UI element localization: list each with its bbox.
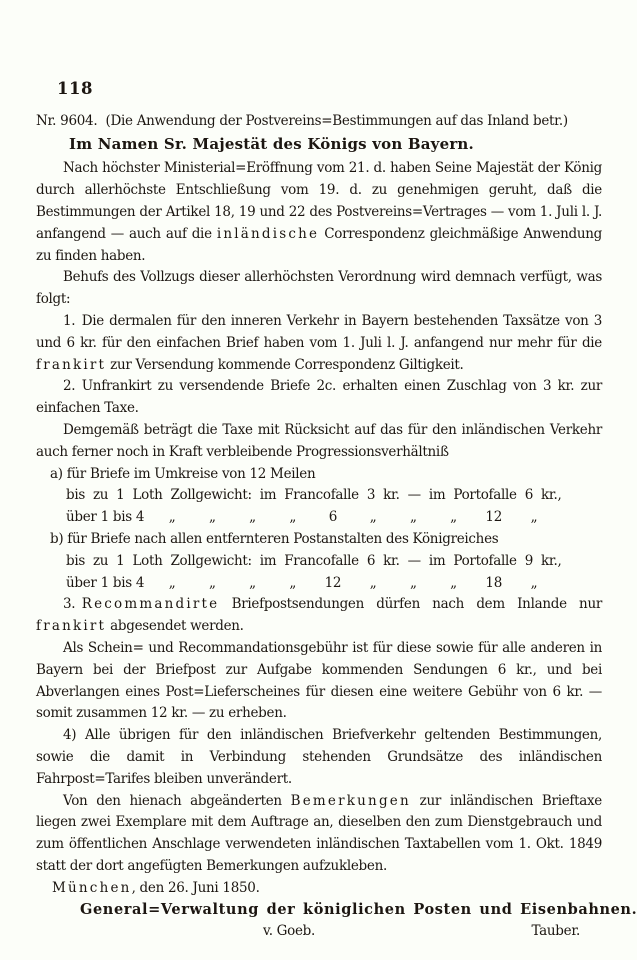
text-run: Briefpostsendungen dürfen nach dem Inlande nur	[219, 596, 602, 613]
ditto-cell: „	[208, 509, 216, 526]
text-run: Correspondenz gleichmäßige Anwendung zu finden haben.	[36, 225, 602, 264]
tariff-b-row1: bis zu 1 Loth Zollgewicht: im Francofalle 6 kr. — im Portofalle 9 kr.,	[66, 552, 562, 569]
tariff-a-row2	[36, 507, 602, 529]
dateline	[36, 878, 602, 900]
signature-goeb: v. Goeb.	[262, 923, 316, 940]
decree-number: Nr. 9604.	[36, 112, 98, 129]
dateline-place: München	[52, 879, 132, 896]
text-run: abgesendet werden.	[106, 618, 244, 635]
ditto-cell: „	[450, 574, 457, 591]
paragraph-als-schein: Als Schein= und Recommandationsgebühr ist für diese sowie für alle anderen in Bayern bei der Briefpost zur Aufgabe kommenden Sendungen 6 kr., und bei Abverlangen eines Post=Lieferscheines für diesen eine weitere Gebühr von 6 kr. — somit zusammen 12 kr. — zu erheben.	[36, 639, 602, 722]
tariff-value-cell: 12	[485, 509, 503, 526]
tariff-value-cell: 12	[324, 574, 342, 591]
text-run: 1. Die dermalen für den inneren Verkehr in Bayern bestehenden Taxsätze von 3 und 6 kr. für den einfachen Brief haben vom 1. Juli l. J. anfangend nur mehr für die	[36, 312, 602, 351]
ditto-cell: „	[369, 509, 377, 526]
tariff-value-cell: 6	[328, 509, 338, 526]
text-run: zur inländischen Brieftaxe liegen zwei Exemplare mit dem Auftrage an, dieselben den zum Dienstgebrauch und zum öffentlichen Anschlage verwendeten inländischen Taxtabellen vom 1. Okt. 1849 statt der dort angefügten Bemerkungen aufzukleben.	[36, 792, 602, 874]
text-run: Nach höchster Ministerial=Eröffnung vom 21. d. haben Seine Majestät der König durch allerhöchste Entschließung vom 19. d. zu genehmigen geruht, daß die Bestimmungen der Artikel 18, 19 und 22 des Postvereins=Vertrages — vom 1. Juli l. J. anfangend — auch auf die	[36, 160, 602, 242]
item-2: 2. Unfrankirt zu versendende Briefe 2c. erhalten einen Zuschlag von 3 kr. zur einfachen Taxe.	[36, 378, 602, 417]
tariff-ditto-cells	[152, 507, 554, 529]
tariff-row-label: über 1 bis 4	[66, 574, 145, 591]
text-run: 3.	[63, 596, 82, 613]
ditto-cell: „	[289, 509, 297, 526]
tariff-row-label: über 1 bis 4	[66, 509, 145, 526]
paragraph-intro	[36, 158, 602, 267]
tariff-b-label: b) für Briefe nach allen entfernteren Postanstalten des Königreiches	[50, 530, 499, 547]
dateline-rest: , den 26. Juni 1850.	[131, 879, 260, 896]
paragraph-von-den	[36, 791, 602, 878]
ditto-cell: „	[409, 509, 417, 526]
tariff-ditto-cells	[152, 573, 554, 595]
document-content	[36, 78, 637, 943]
text-run: zur Versendung kommende Correspondenz Giltigkeit.	[106, 356, 464, 373]
signature-tauber: Tauber.	[531, 923, 580, 940]
tariff-a-row1: bis zu 1 Loth Zollgewicht: im Francofalle 3 kr. — im Portofalle 6 kr.,	[66, 487, 562, 504]
text-run: Von den hienach abgeänderten	[63, 792, 291, 809]
document-header-line	[36, 111, 602, 133]
emphasized-word: frankirt	[36, 618, 107, 635]
tariff-a-label: a) für Briefe im Umkreise von 12 Meilen	[50, 465, 316, 482]
ditto-cell: „	[249, 509, 256, 526]
subject-line: (Die Anwendung der Postvereins=Bestimmungen auf das Inland betr.)	[105, 112, 568, 129]
ditto-cell: „	[289, 574, 297, 591]
item-1	[36, 311, 602, 376]
ditto-cell: „	[249, 574, 256, 591]
page-number: 118	[57, 79, 93, 98]
tariff-value-cell: 18	[485, 574, 503, 591]
ditto-cell: „	[530, 509, 538, 526]
paragraph-demgemaess: Demgemäß beträgt die Taxe mit Rücksicht auf das für den inländischen Verkehr auch ferner noch in Kraft verbleibende Progressionsverhältniß	[36, 421, 602, 460]
emphasized-word: inländische	[216, 225, 320, 242]
emphasized-word: Recommandirte	[81, 596, 220, 613]
ditto-cell: „	[450, 509, 457, 526]
paragraph-behufs: Behufs des Vollzugs dieser allerhöchsten Verordnung wird demnach verfügt, was folgt:	[36, 269, 602, 308]
ditto-cell: „	[409, 574, 417, 591]
tariff-b-row2	[36, 573, 602, 595]
document-title: Im Namen Sr. Majestät des Königs von Bayern.	[69, 134, 474, 153]
item-4: 4) Alle übrigen für den inländischen Briefverkehr geltenden Bestimmungen, sowie die damit in Verbindung stehenden Grundsätze des inländischen Fahrpost=Tarifes bleiben unverändert.	[36, 727, 602, 787]
signature-organization: General=Verwaltung der königlichen Posten und Eisenbahnen.	[80, 901, 637, 919]
item-3	[36, 594, 602, 638]
ditto-cell: „	[168, 574, 176, 591]
emphasized-word: Bemerkungen	[290, 792, 411, 809]
ditto-cell: „	[168, 509, 176, 526]
emphasized-word: frankirt	[36, 356, 107, 373]
ditto-cell: „	[530, 574, 538, 591]
signature-row	[36, 921, 602, 943]
ditto-cell: „	[369, 574, 377, 591]
ditto-cell: „	[208, 574, 216, 591]
